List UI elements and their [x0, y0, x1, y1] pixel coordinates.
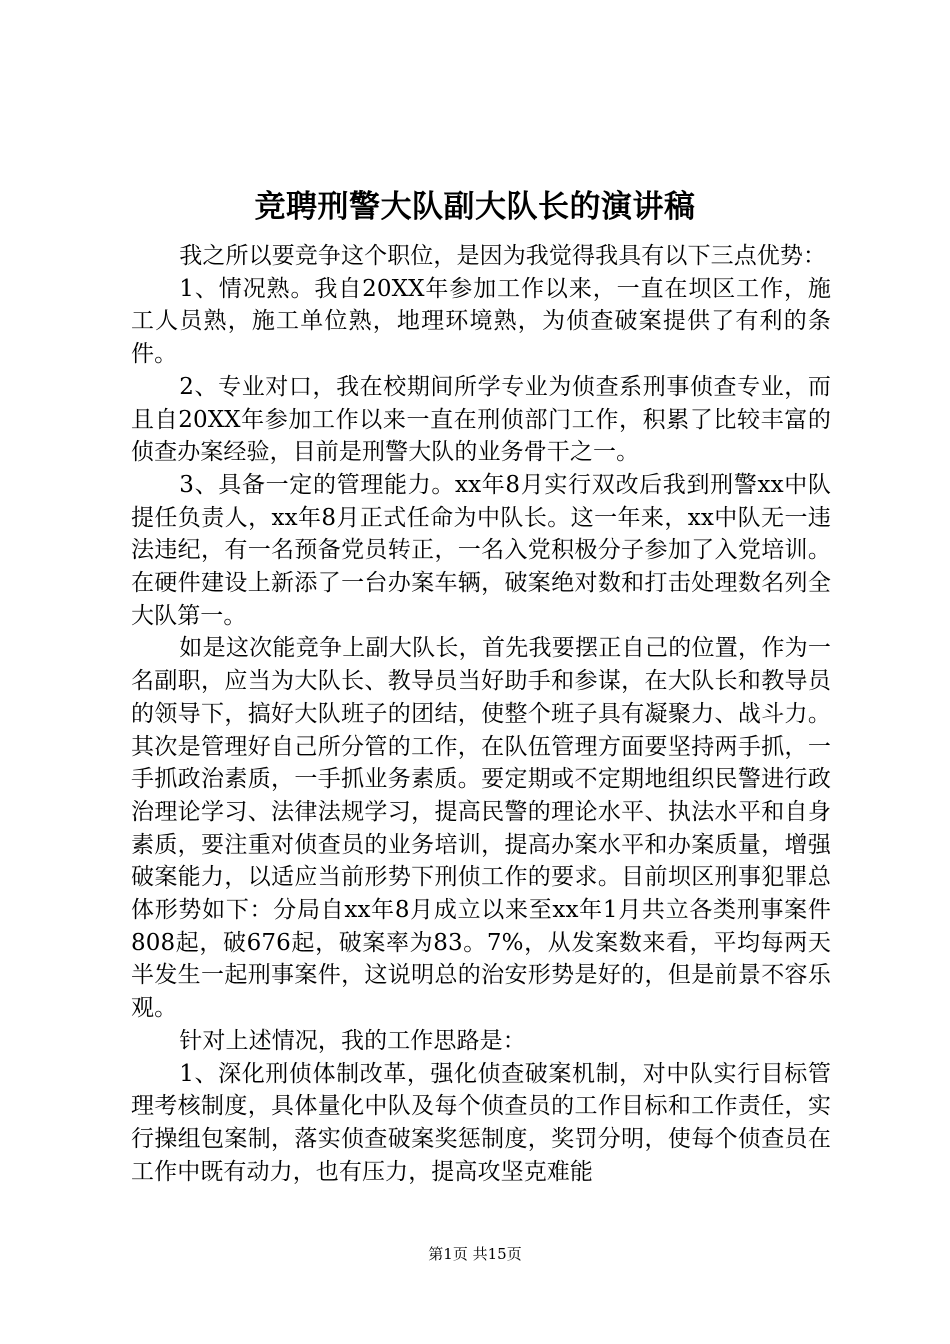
paragraph-point-1: 1、情况熟。我自20XX年参加工作以来，一直在坝区工作，施工人员熟，施工单位熟，地理环境熟，为侦查破案提供了有利的条件。 — [131, 275, 831, 368]
paragraph-point-2: 2、专业对口，我在校期间所学专业为侦查系刑事侦查专业，而且自20XX年参加工作以来一直在刑侦部门工作，积累了比较丰富的侦查办案经验，目前是刑警大队的业务骨干之一。 — [131, 373, 831, 466]
paragraph-approach-1: 1、深化刑侦体制改革，强化侦查破案机制，对中队实行目标管理考核制度，具体量化中队及每个侦查员的工作目标和工作责任，实行操组包案制，落实侦查破案奖惩制度，奖罚分明，使每个侦查员在工作中既有动力，也有压力，提高攻坚克难能 — [131, 1060, 831, 1185]
document-title: 竞聘刑警大队副大队长的演讲稿 — [254, 189, 696, 225]
paragraph-intro: 我之所以要竞争这个职位，是因为我觉得我具有以下三点优势： — [179, 243, 827, 269]
paragraph-plan: 如是这次能竞争上副大队长，首先我要摆正自己的位置，作为一名副职，应当为大队长、教导员当好助手和参谋，在大队长和教导员的领导下，搞好大队班子的团结，使整个班子具有凝聚力、战斗力。其次是管理好自己所分管的工作，在队伍管理方面要坚持两手抓，一手抓政治素质，一手抓业务素质。要定期或不定期地组织民警进行政治理论学习、法律法规学习，提高民警的理论水平、执法水平和自身素质，要注重对侦查员的业务培训，提高办案水平和办案质量，增强破案能力，以适应当前形势下刑侦工作的要求。目前坝区刑事犯罪总体形势如下：分局自xx年8月成立以来至xx年1月共立各类刑事案件808起，破676起，破案率为83。7%，从发案数来看，平均每两天半发生一起刑事案件，这说明总的治安形势是好的，但是前景不容乐观。 — [131, 635, 831, 1022]
paragraph-point-3: 3、具备一定的管理能力。xx年8月实行双改后我到刑警xx中队提任负责人，xx年8月正式任命为中队长。这一年来，xx中队无一违法违纪，有一名预备党员转正，一名入党积极分子参加了入党培训。在硬件建设上新添了一台办案车辆，破案绝对数和打击处理数名列全大队第一。 — [131, 471, 831, 629]
page-number-footer: 第1页 共15页 — [428, 1245, 522, 1263]
paragraph-approach-intro: 针对上述情况，我的工作思路是： — [179, 1027, 526, 1054]
document-body — [131, 240, 831, 1188]
